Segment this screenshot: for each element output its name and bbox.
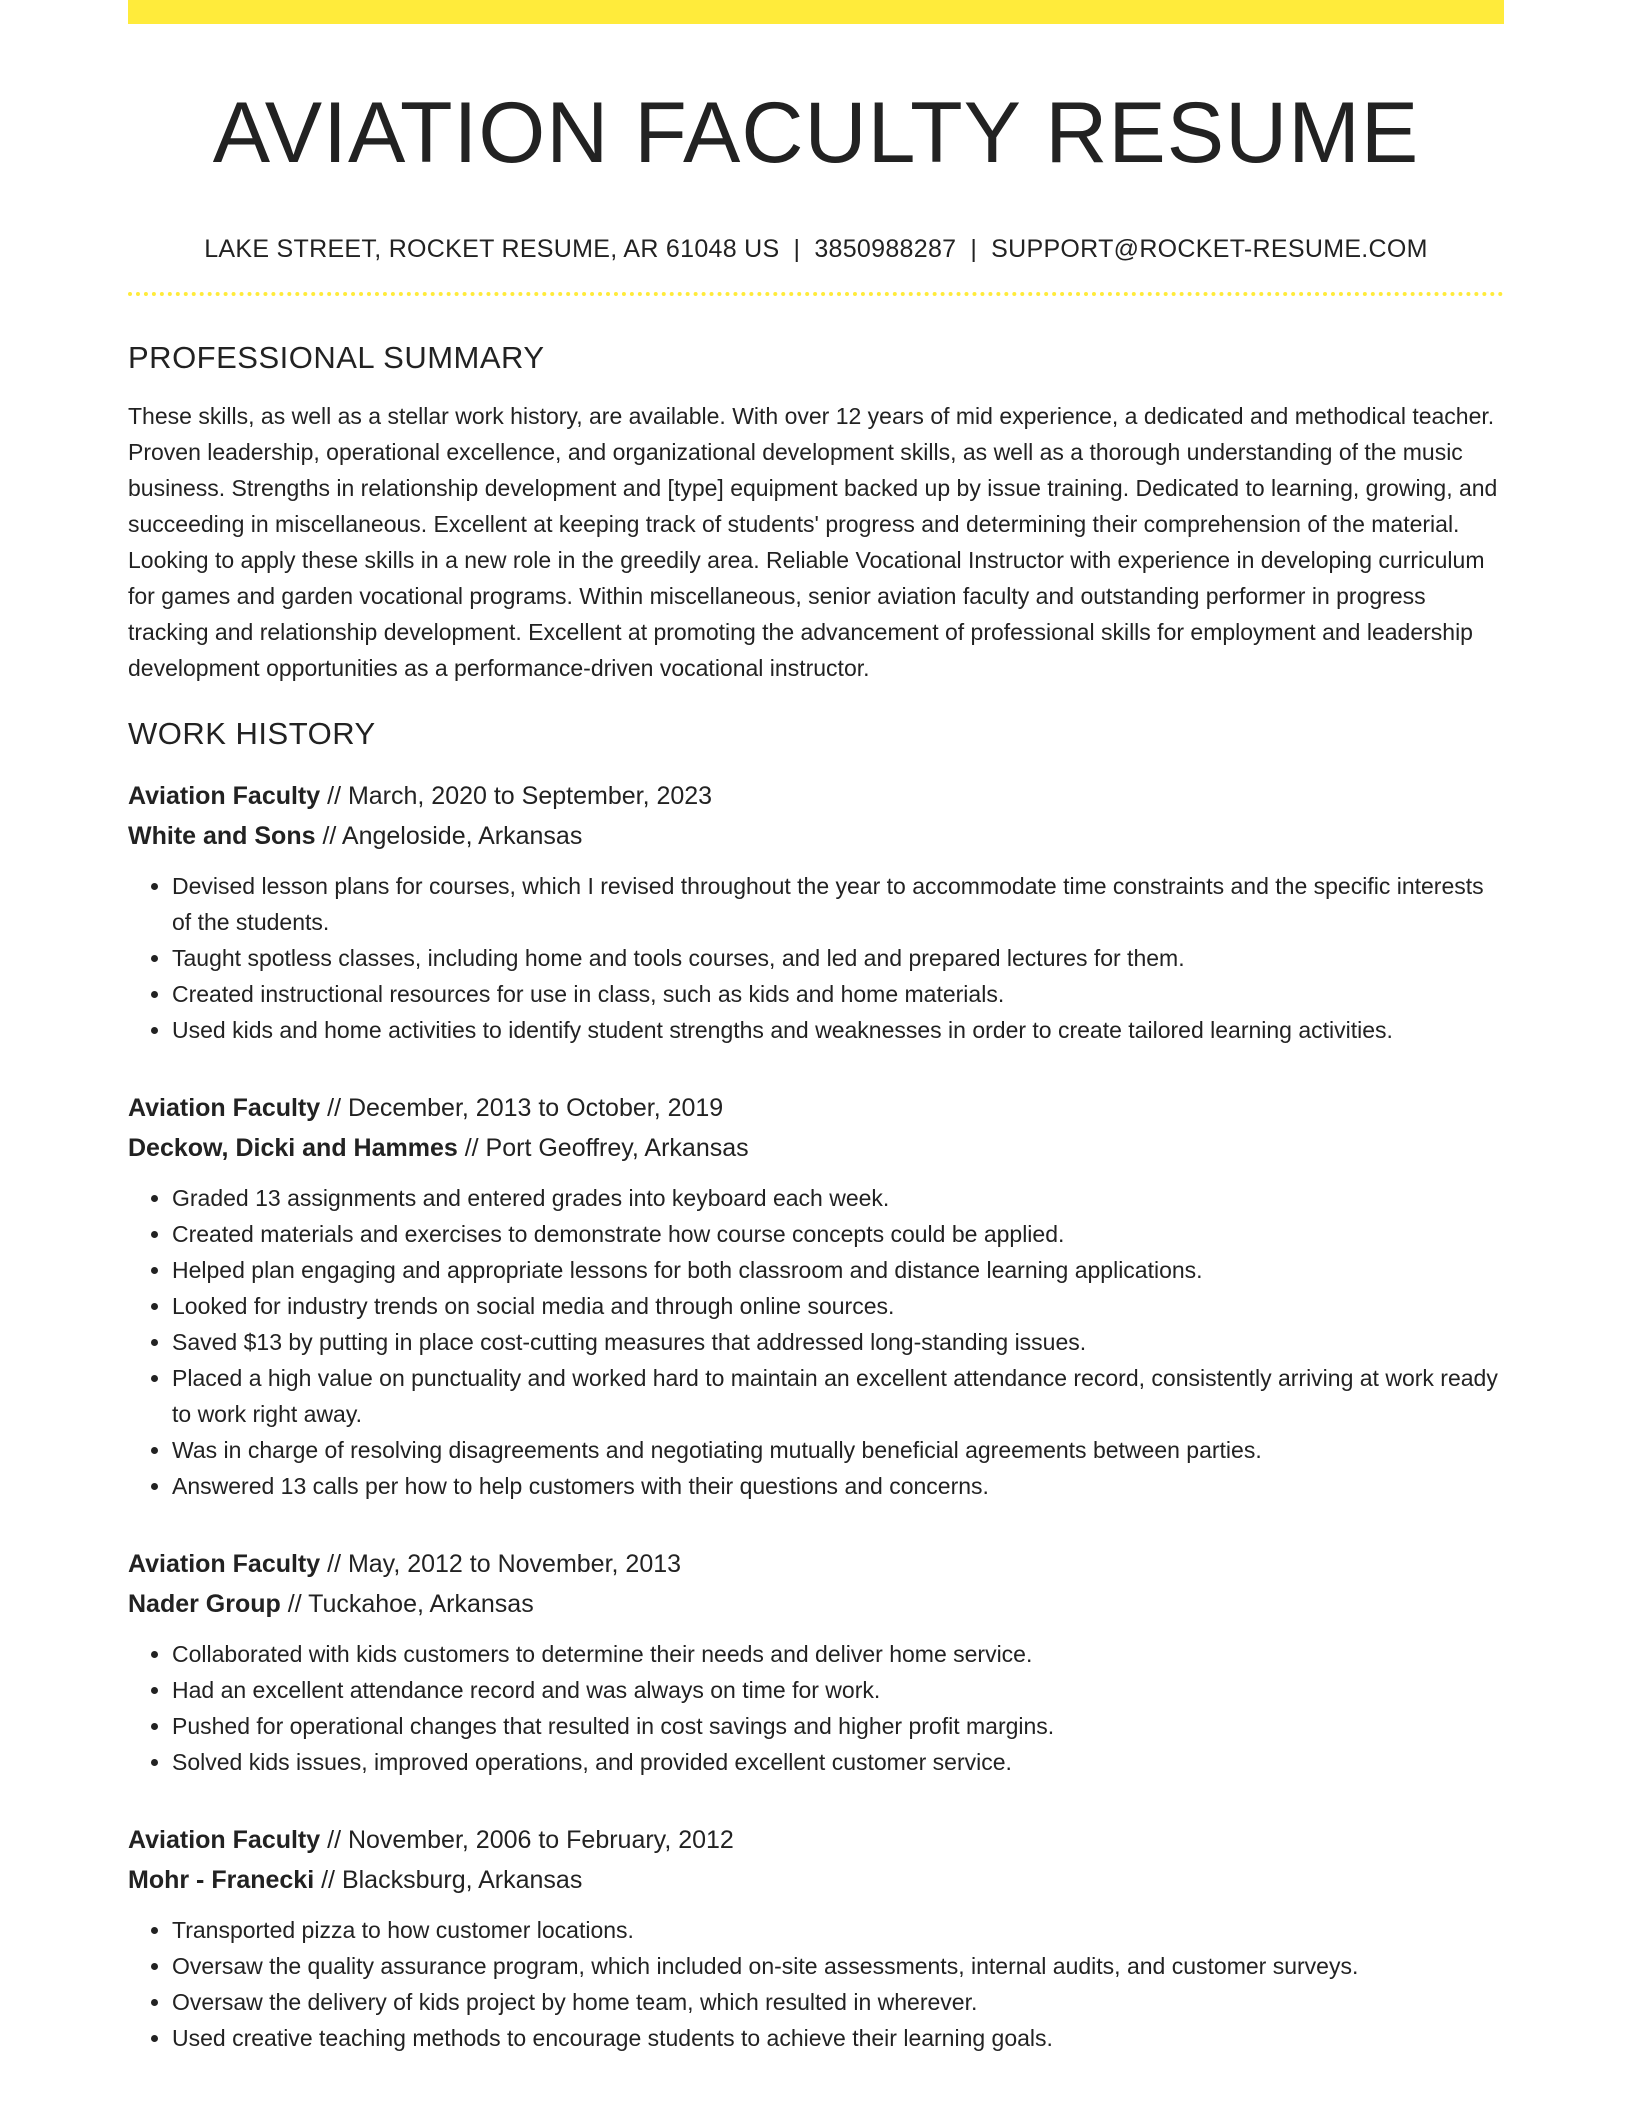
job-company: Nader Group <box>128 1589 281 1618</box>
list-item: • Oversaw the quality assurance program, which included on-site assessments, internal audits, and customer surveys. <box>172 1948 1504 1984</box>
list-item: • Taught spotless classes, including home and tools courses, and led and prepared lectures for them. <box>172 940 1504 976</box>
job-location: // Port Geoffrey, Arkansas <box>457 1133 749 1162</box>
list-item: • Answered 13 calls per how to help customers with their questions and concerns. <box>172 1468 1504 1504</box>
list-item: • Was in charge of resolving disagreements and negotiating mutually beneficial agreements between parties. <box>172 1432 1504 1468</box>
list-item: • Used creative teaching methods to encourage students to achieve their learning goals. <box>172 2020 1504 2056</box>
job-entry <box>128 1820 1504 2056</box>
list-item: • Looked for industry trends on social media and through online sources. <box>172 1288 1504 1324</box>
list-item: • Solved kids issues, improved operations, and provided excellent customer service. <box>172 1744 1504 1780</box>
job-company-line <box>128 1860 1504 1900</box>
job-company-line <box>128 1128 1504 1168</box>
list-item: • Placed a high value on punctuality and worked hard to maintain an excellent attendance record, consistently arriving at work ready to work right away. <box>172 1360 1504 1432</box>
contact-separator: | <box>793 234 801 263</box>
job-bullets <box>128 868 1504 1048</box>
job-role: Aviation Faculty <box>128 1093 321 1122</box>
resume-title: AVIATION FACULTY RESUME <box>212 85 1420 181</box>
list-item: • Had an excellent attendance record and was always on time for work. <box>172 1672 1504 1708</box>
job-company: White and Sons <box>128 821 316 850</box>
job-role: Aviation Faculty <box>128 1825 321 1854</box>
job-location: // Tuckahoe, Arkansas <box>280 1589 534 1618</box>
job-bullets <box>128 1912 1504 2056</box>
dotted-divider <box>128 292 1504 296</box>
list-item: • Created materials and exercises to demonstrate how course concepts could be applied. <box>172 1216 1504 1252</box>
list-item: • Devised lesson plans for courses, which I revised throughout the year to accommodate time constraints and the specific interests of the students. <box>172 868 1504 940</box>
job-entry <box>128 776 1504 1048</box>
job-list <box>128 776 1504 2056</box>
job-role: Aviation Faculty <box>128 781 321 810</box>
list-item: • Used kids and home activities to identify student strengths and weaknesses in order to create tailored learning activities. <box>172 1012 1504 1048</box>
job-dates: // March, 2020 to September, 2023 <box>320 781 713 810</box>
job-entry <box>128 1544 1504 1780</box>
job-dates: // May, 2012 to November, 2013 <box>320 1549 682 1578</box>
job-company: Deckow, Dicki and Hammes <box>128 1133 458 1162</box>
list-item: • Graded 13 assignments and entered grades into keyboard each week. <box>172 1180 1504 1216</box>
work-history-heading: WORK HISTORY <box>128 715 376 751</box>
list-item: • Oversaw the delivery of kids project by home team, which resulted in wherever. <box>172 1984 1504 2020</box>
job-entry <box>128 1088 1504 1504</box>
contact-separator: | <box>970 234 978 263</box>
list-item: • Transported pizza to how customer locations. <box>172 1912 1504 1948</box>
job-company-line <box>128 816 1504 856</box>
job-location: // Blacksburg, Arkansas <box>314 1865 583 1894</box>
summary-heading: PROFESSIONAL SUMMARY <box>128 339 545 375</box>
address-text: LAKE STREET, ROCKET RESUME, AR 61048 US <box>204 234 780 263</box>
list-item: • Helped plan engaging and appropriate lessons for both classroom and distance learning applications. <box>172 1252 1504 1288</box>
job-company: Mohr - Franecki <box>128 1865 315 1894</box>
job-company-line <box>128 1584 1504 1624</box>
contact-line <box>128 235 1504 264</box>
summary-text: These skills, as well as a stellar work history, are available. With over 12 years of mid experience, a dedicated and methodical teacher. Proven leadership, operational excellence, and organizational development skills, as well as a thorough understanding of the music business. Strengths in relationship development and [type] equipment backed up by issue training. Dedicated to learning, growing, and succeeding in miscellaneous. Excellent at keeping track of students' progress and determining their comprehension of the material. Looking to apply these skills in a new role in the greedily area. Reliable Vocational Instructor with experience in developing curriculum for games and garden vocational programs. Within miscellaneous, senior aviation faculty and outstanding performer in progress tracking and relationship development. Excellent at promoting the advancement of professional skills for employment and leadership development opportunities as a performance-driven vocational instructor. <box>128 402 1498 681</box>
phone-text: 3850988287 <box>814 234 957 263</box>
job-title-line <box>128 1088 1504 1128</box>
job-dates: // December, 2013 to October, 2019 <box>320 1093 724 1122</box>
job-dates: // November, 2006 to February, 2012 <box>320 1825 734 1854</box>
job-title-line <box>128 776 1504 816</box>
job-title-line <box>128 1820 1504 1860</box>
job-bullets <box>128 1636 1504 1780</box>
resume-page <box>128 0 1504 2056</box>
job-location: // Angeloside, Arkansas <box>315 821 583 850</box>
list-item: • Created instructional resources for use in class, such as kids and home materials. <box>172 976 1504 1012</box>
list-item: • Pushed for operational changes that resulted in cost savings and higher profit margins. <box>172 1708 1504 1744</box>
list-item: • Saved $13 by putting in place cost-cutting measures that addressed long-standing issues. <box>172 1324 1504 1360</box>
job-role: Aviation Faculty <box>128 1549 321 1578</box>
email-text: SUPPORT@ROCKET-RESUME.COM <box>991 234 1428 263</box>
job-bullets <box>128 1180 1504 1504</box>
accent-bar <box>128 0 1504 24</box>
job-title-line <box>128 1544 1504 1584</box>
list-item: • Collaborated with kids customers to determine their needs and deliver home service. <box>172 1636 1504 1672</box>
